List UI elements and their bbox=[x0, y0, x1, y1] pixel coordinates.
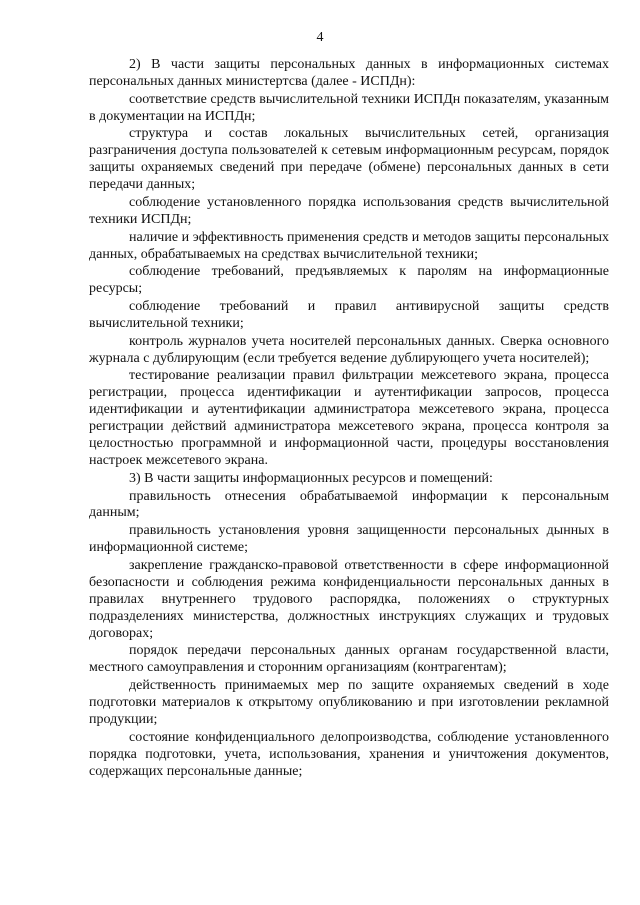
paragraph: правильность установления уровня защищенности персональных дынных в информационной системе; bbox=[89, 523, 609, 556]
paragraph: 3) В части защиты информационных ресурсов и помещений: bbox=[129, 470, 493, 486]
paragraph: тестирование реализации правил фильтрации межсетевого экрана, процесса регистрации, процесса идентификации и аутентификации запросов, процесса идентификации и аутентификации администратора межсетевого экрана, процесса регистрации действий администратора межсетевого экрана, процесса контроля за целостностью программной и информационной части, процедуры восстановления настроек межсетевого экрана. bbox=[89, 368, 609, 468]
paragraph: контроль журналов учета носителей персональных данных. Сверка основного журнала с дублирующим (если требуется ведение дублирующего учета носителей); bbox=[89, 333, 609, 366]
paragraph: состояние конфиденциального делопроизводства, соблюдение установленного порядка подготовки, учета, использования, хранения и уничтожения документов, содержащих персональные данные; bbox=[89, 729, 609, 779]
paragraph: закрепление гражданско-правовой ответственности в сфере информационной безопасности и соблюдения режима конфиденциальности персональных данных в правилах внутреннего трудового распорядка, положениях о структурных подразделениях министерства, должностных инструкциях служащих и трудовых договорах; bbox=[89, 557, 609, 641]
page-number: 4 bbox=[316, 30, 324, 45]
paragraph: 2) В части защиты персональных данных в информационных системах персональных данных министертсва (далее - ИСПДн): bbox=[89, 57, 609, 89]
paragraph: правильность отнесения обрабатываемой информации к персональным данным; bbox=[89, 488, 609, 521]
paragraph: порядок передачи персональных данных органам государственной власти, местного самоуправления и сторонним организациям (контрагентам); bbox=[89, 643, 609, 676]
paragraph: действенность принимаемых мер по защите охраняемых сведений в ходе подготовки материалов к открытому опубликованию и при изготовлении рекламной продукции; bbox=[89, 678, 609, 727]
paragraph: соответствие средств вычислительной техники ИСПДн показателям, указанным в документации на ИСПДн; bbox=[89, 91, 609, 124]
paragraph: соблюдение требований, предъявляемых к паролям на информационные ресурсы; bbox=[89, 264, 609, 297]
document-body bbox=[89, 57, 609, 781]
paragraph: наличие и эффективность применения средств и методов защиты персональных данных, обрабатываемых на средствах вычислительной техники; bbox=[89, 229, 609, 262]
paragraph: структура и состав локальных вычислительных сетей, организация разграничения доступа пользователей к сетевым информационным ресурсам, порядок защиты охраняемых сведений при передаче (обмене) персональных данных в сети передачи данных; bbox=[89, 126, 609, 193]
paragraph: соблюдение требований и правил антивирусной защиты средств вычислительной техники; bbox=[89, 299, 609, 331]
paragraph: соблюдение установленного порядка использования средств вычислительной техники ИСПДн; bbox=[89, 194, 609, 227]
